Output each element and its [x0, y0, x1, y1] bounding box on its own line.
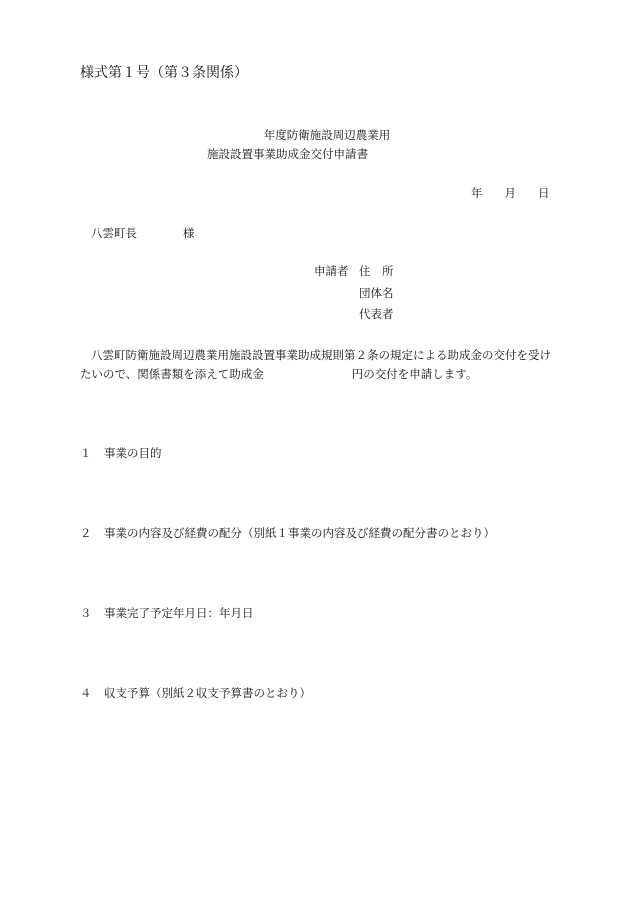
item-4 — [80, 686, 311, 701]
title-line-1: 年度防衛施設周辺農業用 — [263, 128, 391, 142]
item-text: 事業の目的 — [104, 446, 162, 460]
item-text: 収支予算（別紙２収支予算書のとおり） — [104, 686, 311, 700]
title-line-2: 施設設置事業助成金交付申請書 — [207, 147, 368, 161]
item-text: 事業の内容及び経費の配分（別紙１事業の内容及び経費の配分書のとおり） — [104, 526, 495, 540]
date-line — [471, 186, 550, 201]
form-number: 様式第１号（第３条関係） — [80, 65, 248, 81]
date-year: 年 — [471, 186, 483, 200]
item-2 — [80, 526, 495, 541]
applicant-role: 申請者 — [314, 264, 349, 278]
item-text: 事業完了予定年月日：年月日 — [104, 606, 254, 620]
addressee-name: 八雲町長 — [91, 226, 137, 240]
addressee — [91, 226, 195, 241]
applicant-address-label: 住 所 — [359, 264, 394, 278]
body-text-part2: 円の交付を申請します。 — [351, 367, 478, 381]
item-1 — [80, 446, 162, 461]
item-number: ４ — [80, 686, 92, 700]
item-number: ３ — [80, 606, 92, 620]
item-number: １ — [80, 446, 92, 460]
body-text-part1: 八雲町防衛施設周辺農業用施設設置事業助成規則第２条の規定による助成金の交付を受けたいので、関係書類を添えて助成金 — [80, 348, 551, 381]
application-body-text — [80, 346, 556, 384]
item-number: ２ — [80, 526, 92, 540]
addressee-honorific: 様 — [183, 226, 195, 240]
applicant-representative-label: 代表者 — [359, 307, 394, 321]
date-day: 日 — [538, 186, 550, 200]
date-month: 月 — [504, 186, 516, 200]
item-3 — [80, 606, 254, 621]
applicant-organization-label: 団体名 — [359, 286, 394, 300]
